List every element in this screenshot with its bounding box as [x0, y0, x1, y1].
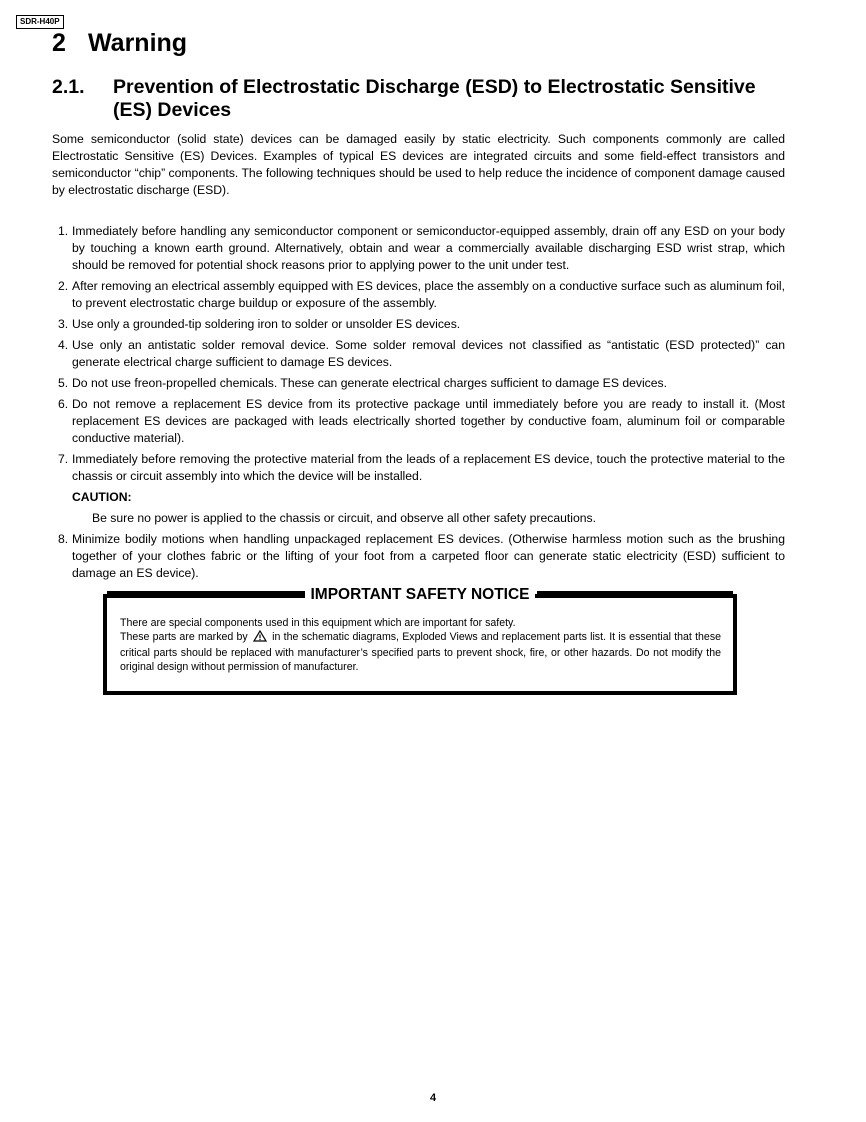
step-text: After removing an electrical assembly equipped with ES devices, place the assembly on a conductive surface such as aluminum foil, to prevent electrostatic charge buildup or exposure of the assembly. — [72, 279, 785, 310]
step-number: 2. — [58, 279, 69, 293]
step-text: Use only an antistatic solder removal device. Some solder removal devices not classified as “antistatic (ESD protected)” can generate electrical charge sufficient to damage ES devices. — [72, 338, 785, 369]
caution-title: CAUTION: — [72, 490, 132, 504]
step-number: 7. — [58, 452, 69, 466]
step-text: Immediately before handling any semiconductor component or semiconductor-equipped assembly, drain off any ESD on your body by touching a known earth ground. Alternatively, obtain and wear a commercially available discharging ESD wrist strap, which should be removed for potential shock reasons prior to applying power to the unit under test. — [72, 224, 785, 272]
list-item — [52, 531, 785, 582]
header-bar-right — [537, 591, 733, 598]
list-item — [52, 396, 785, 447]
subsection-number: 2.1. — [52, 76, 85, 98]
list-item — [52, 375, 785, 392]
list-item — [52, 337, 785, 371]
section-heading — [52, 29, 187, 58]
step-number: 6. — [58, 397, 69, 411]
list-item — [52, 223, 785, 274]
safety-notice-box — [103, 586, 737, 695]
step-number: 4. — [58, 338, 69, 352]
header-bar-left — [107, 591, 307, 598]
step-text: Immediately before removing the protective material from the leads of a replacement ES device, touch the protective material to the chassis or circuit assembly into which the device will be installed. — [72, 452, 785, 483]
section-title: Warning — [88, 29, 188, 57]
section-number: 2 — [52, 29, 66, 57]
step-text: Do not use freon-propelled chemicals. These can generate electrical charges sufficient to damage ES devices. — [72, 376, 668, 390]
subsection-title: Prevention of Electrostatic Discharge (ESD) to Electrostatic Sensitive (ES) Devices — [113, 76, 756, 121]
notice-line-2-end: in the schematic diagrams, Exploded Views and replacement parts list. It is essential that these critical parts should be replaced with manufacturer’s specified parts to prevent shock, fire, or other hazards. Do not modify the original design without permission of manufacturer. — [120, 631, 722, 673]
step-number: 3. — [58, 317, 69, 331]
list-item — [52, 278, 785, 312]
esd-steps-list — [52, 223, 785, 586]
list-item — [52, 316, 785, 333]
step-text: Minimize bodily motions when handling unpackaged replacement ES devices. (Otherwise harmless motion such as the brushing together of your clothes fabric or the lifting of your foot from a carpeted floor can generate static electricity (ESD) sufficient to damage an ES device). — [72, 532, 785, 580]
subsection-heading — [52, 76, 792, 122]
step-text: Do not remove a replacement ES device from its protective package until immediately before you are ready to install it. (Most replacement ES devices are packaged with leads electrically shorted together by conductive foam, aluminum foil or comparable conductive material). — [72, 397, 785, 445]
caution-text: Be sure no power is applied to the chassis or circuit, and observe all other safety precautions. — [92, 511, 597, 525]
safety-notice-body — [120, 616, 721, 674]
warning-triangle-icon — [253, 630, 267, 646]
step-number: 8. — [58, 532, 69, 546]
safety-notice-header — [107, 586, 733, 604]
model-tag: SDR-H40P — [16, 15, 64, 29]
notice-line-2-start: These parts are marked by — [120, 631, 248, 643]
step-text: Use only a grounded-tip soldering iron to solder or unsolder ES devices. — [72, 317, 461, 331]
page-number: 4 — [429, 1092, 437, 1104]
safety-notice-title: IMPORTANT SAFETY NOTICE — [305, 586, 534, 604]
intro-paragraph: Some semiconductor (solid state) devices can be damaged easily by static electricity. Such components commonly are called Electrostatic Sensitive (ES) Devices. Examples of typical ES devices are integrated circuits and some field-effect transistors and semiconductor “chip” components. The following techniques should be used to help reduce the incidence of component damage caused by electrostatic discharge (ESD). — [52, 132, 785, 197]
notice-line-1: There are special components used in this equipment which are important for safety. — [120, 617, 516, 629]
step-number: 1. — [58, 224, 69, 238]
step-number: 5. — [58, 376, 69, 390]
list-item — [52, 451, 785, 485]
